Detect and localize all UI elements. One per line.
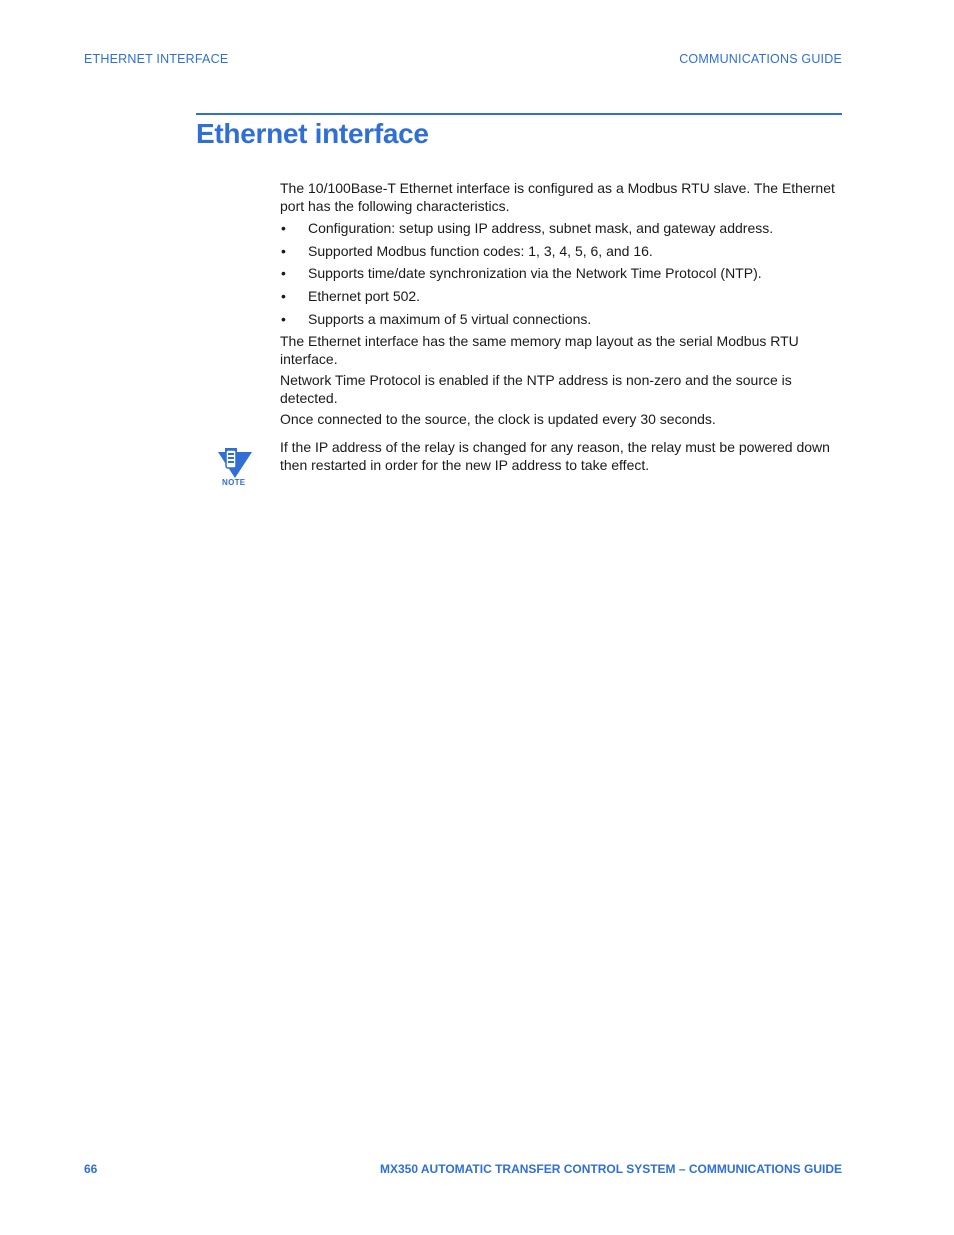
running-header-section: ETHERNET INTERFACE	[84, 52, 229, 66]
page-title: Ethernet interface	[196, 118, 429, 149]
footer-doc-title: MX350 AUTOMATIC TRANSFER CONTROL SYSTEM – COMMUNICATIONS GUIDE	[379, 1162, 842, 1176]
list-item: • Configuration: setup using IP address, subnet mask, and gateway address.	[280, 219, 842, 237]
list-item: • Supports a maximum of 5 virtual connections.	[280, 310, 842, 328]
list-item: • Ethernet port 502.	[280, 287, 842, 305]
title-rule	[196, 113, 842, 115]
characteristics-list	[280, 219, 842, 328]
section-body	[280, 179, 842, 431]
note-label: NOTE	[222, 478, 246, 487]
running-header-guide: COMMUNICATIONS GUIDE	[679, 52, 842, 66]
list-item: • Supports time/date synchronization via the Network Time Protocol (NTP).	[280, 264, 842, 282]
intro-paragraph: The 10/100Base-T Ethernet interface is configured as a Modbus RTU slave. The Ethernet port has the following characteristics.	[280, 180, 835, 214]
body-paragraph: Once connected to the source, the clock is updated every 30 seconds.	[280, 411, 716, 428]
page-number: 66	[84, 1162, 98, 1176]
note-text: If the IP address of the relay is changed for any reason, the relay must be powered down then restarted in order for the new IP address to take effect.	[280, 439, 830, 473]
list-item: • Supported Modbus function codes: 1, 3, 4, 5, 6, and 16.	[280, 242, 842, 260]
body-paragraph: The Ethernet interface has the same memory map layout as the serial Modbus RTU interface.	[280, 333, 799, 368]
body-paragraph: Network Time Protocol is enabled if the NTP address is non-zero and the source is detected.	[280, 372, 792, 407]
